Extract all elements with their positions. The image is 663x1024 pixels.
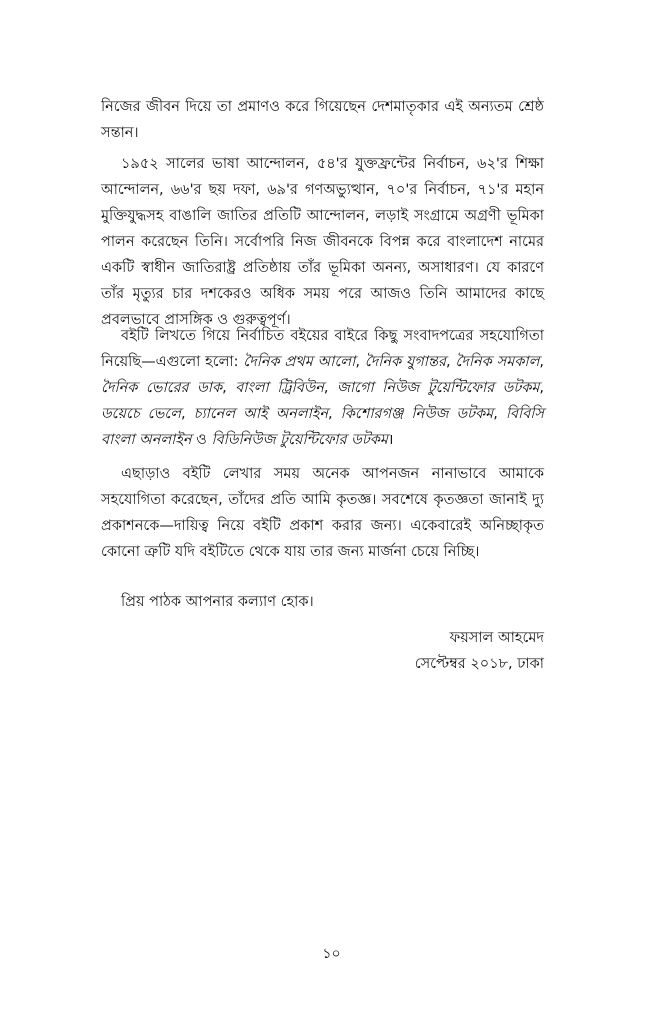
paragraph-3-acknowledged-sources: বইটি লিখতে গিয়ে নির্বাচিত বইয়ের বাইরে কিছু সংবাদপত্রের সহযোগিতা নিয়েছি—এগুলো হলো: দৈনিক প্রথম আলো, দৈনিক যুগান্তর, দৈনিক সমকাল, দৈনিক ভোরের ডাক, বাংলা ট্রিবিউন, জাগো নিউজ টুয়েন্টিফোর ডটকম, ডয়েচে ভেলে, চ্যানেল আই অনলাইন, কিশোরগঞ্জ নিউজ ডটকম, বিবিসি বাংলা অনলাইন ও বিডিনিউজ টুয়েন্টিফোর ডটকম। xyxy=(101,328,545,448)
source-name: চ্যানেল আই অনলাইন xyxy=(193,406,329,422)
source-name: ডয়েচে ভেলে xyxy=(101,406,182,422)
source-name: দৈনিক ভোরের ডাক xyxy=(101,380,223,396)
source-name: কিশোরগঞ্জ নিউজ ডটকম xyxy=(340,406,494,422)
author-signature-date-place: সেপ্টেম্বর ২০১৮, ঢাকা xyxy=(414,656,544,672)
source-name: দৈনিক যুগান্তর xyxy=(364,354,446,370)
source-name: দৈনিক সমকাল xyxy=(455,354,540,370)
paragraph-2: ১৯৫২ সালের ভাষা আন্দোলন, ৫৪'র যুক্তফ্রন্টের নির্বাচন, ৬২'র শিক্ষা আন্দোলন, ৬৬'র ছয় দফা, ৬৯'র গণঅভ্যুত্থান, ৭০'র নির্বাচন, ৭১'র মহান মুক্তিযুদ্ধসহ বাঙালি জাতির প্রতিটি আন্দোলন, লড়াই সংগ্রামে অগ্রণী ভূমিকা পালন করেছেন তিনি। সর্বোপরি নিজ জীবনকে বিপন্ন করে বাংলাদেশ নামের একটি স্বাধীন জাতিরাষ্ট্র প্রতিষ্ঠায় তাঁর ভূমিকা অনন্য, অসাধারণ। যে কারণে তাঁর মৃত্যুর চার দশকেরও অধিক সময় পরে আজও তিনি আমাদের কাছে প্রবলভাবে প্রাসঙ্গিক ও গুরুত্বপূর্ণ। xyxy=(101,156,544,328)
source-name: বাংলা ট্রিবিউন xyxy=(235,380,324,396)
author-signature-name: ফয়সাল আহমেদ xyxy=(449,630,544,646)
source-name: বিবিসি বাংলা অনলাইন xyxy=(101,406,545,448)
paragraph-1: নিজের জীবন দিয়ে তা প্রমাণও করে গিয়েছেন দেশমাতৃকার এই অন্যতম শ্রেষ্ঠ সন্তান। xyxy=(101,99,544,141)
source-name: জাগো নিউজ টুয়েন্টিফোর ডটকম xyxy=(336,380,540,396)
source-name: দৈনিক প্রথম আলো xyxy=(243,354,356,370)
page-number: ১০ xyxy=(322,946,341,962)
source-name: বিডিনিউজ টুয়েন্টিফোর ডটকম xyxy=(211,432,388,448)
paragraph-5-closing-wish: প্রিয় পাঠক আপনার কল্যাণ হোক। xyxy=(121,594,314,610)
paragraph-4: এছাড়াও বইটি লেখার সময় অনেক আপনজন নানাভাবে আমাকে সহযোগিতা করেছেন, তাঁদের প্রতি আমি কৃতজ্ঞ। সবশেষে কৃতজ্ঞতা জানাই দ্যু প্রকাশনকে—দায়িত্ব নিয়ে বইটি প্রকাশ করার জন্য। একেবারেই অনিচ্ছাকৃত কোনো ত্রুটি যদি বইটিতে থেকে যায় তার জন্য মার্জনা চেয়ে নিচ্ছি। xyxy=(101,466,544,560)
sources-intro: বইটি লিখতে গিয়ে নির্বাচিত বইয়ের বাইরে কিছু সংবাদপত্রের সহযোগিতা নিয়েছি—এগুলো হলো: xyxy=(101,328,544,370)
